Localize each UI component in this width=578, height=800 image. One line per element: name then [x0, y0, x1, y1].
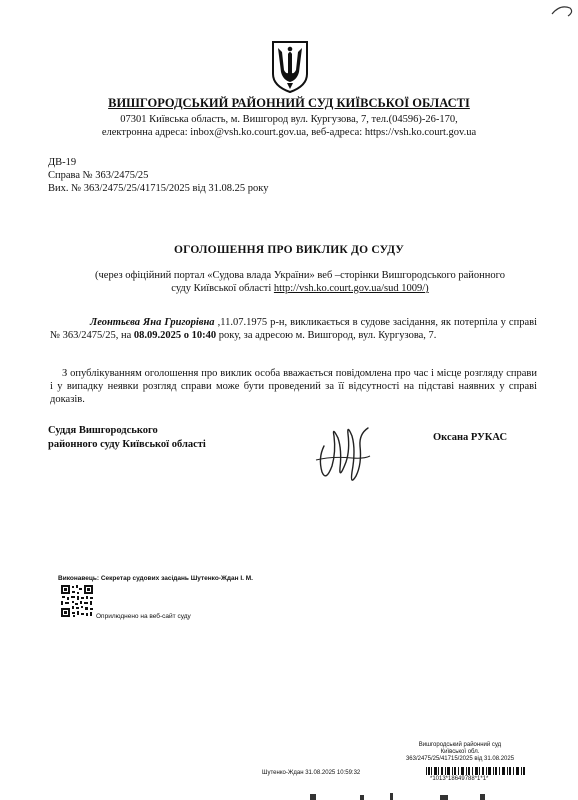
scan-edge-marks — [300, 790, 520, 800]
document-title: ОГОЛОШЕННЯ ПРО ВИКЛИК ДО СУДУ — [173, 244, 405, 256]
coat-of-arms-icon — [271, 40, 309, 94]
court-address: 07301 Київська область, м. Вишгород вул. Кургузова, 7, тел.(04596)-26-170, — [120, 114, 458, 125]
barcode-number: *1013*18649788*1*1* — [430, 776, 489, 782]
executor-line: Виконавець: Секретар судових засідань Шутенко-Ждан І. М. — [58, 575, 253, 582]
judge-title: Суддя Вишгородського районного суду Київської області — [48, 425, 206, 450]
portal-line-2: суду Київської області http://vsh.ko.court.gov.ua/sud 1009/) — [171, 283, 429, 294]
court-name: ВИШГОРОДСЬКИЙ РАЙОННИЙ СУД КИЇВСЬКОЇ ОБЛАСТІ — [108, 96, 470, 110]
court-contacts: електронна адреса: inbox@vsh.ko.court.gov.ua, веб-адреса: https://vsh.ko.court.gov.ua — [101, 127, 477, 138]
hearing-datetime: 08.09.2025 о 10:40 — [133, 330, 217, 341]
portal-link[interactable]: http://vsh.ko.court.gov.ua/sud 1009/) — [273, 283, 429, 294]
summons-paragraph: Леонтьєва Яна Григорівна ,11.07.1975 р-н, викликається в судове засідання, як потерпіла у справі № 363/2475/25, на 08.09.2025 о 10:40 року, за адресою м. Вишгород, вул. Кургузова, 7. — [50, 317, 537, 341]
portal-note — [80, 269, 520, 295]
document-code: ДВ-19 — [48, 157, 77, 168]
qr-code — [60, 584, 94, 618]
portal-line-1: (через офіційний портал «Судова влада України» веб –сторінки Вишгородського районного — [95, 270, 505, 281]
barcode — [426, 767, 526, 775]
handwritten-signature — [312, 416, 374, 492]
notice-paragraph: З опублікуванням оголошення про виклик особа вважається повідомлена про час і місце розгляду справи і у випадку неявки розгляд справи може бути проведений за її відсутності на підставі наявних у справі доказів. — [50, 368, 537, 405]
outgoing-number: Вих. № 363/2475/25/41715/2025 від 31.08.25 року — [48, 183, 269, 194]
qr-caption: Оприлюднено на веб-сайт суду — [96, 613, 191, 620]
case-number-text: Справа № 363/2475/25 — [48, 170, 149, 181]
registration-stamp: Вишгородський районний суд Київської обл. 363/2475/25/41715/2025 від 31.08.2025 — [405, 742, 515, 762]
corner-mark — [548, 0, 576, 22]
person-name: Леонтьєва Яна Григорівна — [90, 317, 215, 328]
footer-signature-timestamp: Шутенко-Ждан 31.08.2025 10:59:32 — [262, 770, 361, 776]
judge-name: Оксана РУКАС — [433, 432, 508, 443]
case-number — [48, 169, 148, 182]
